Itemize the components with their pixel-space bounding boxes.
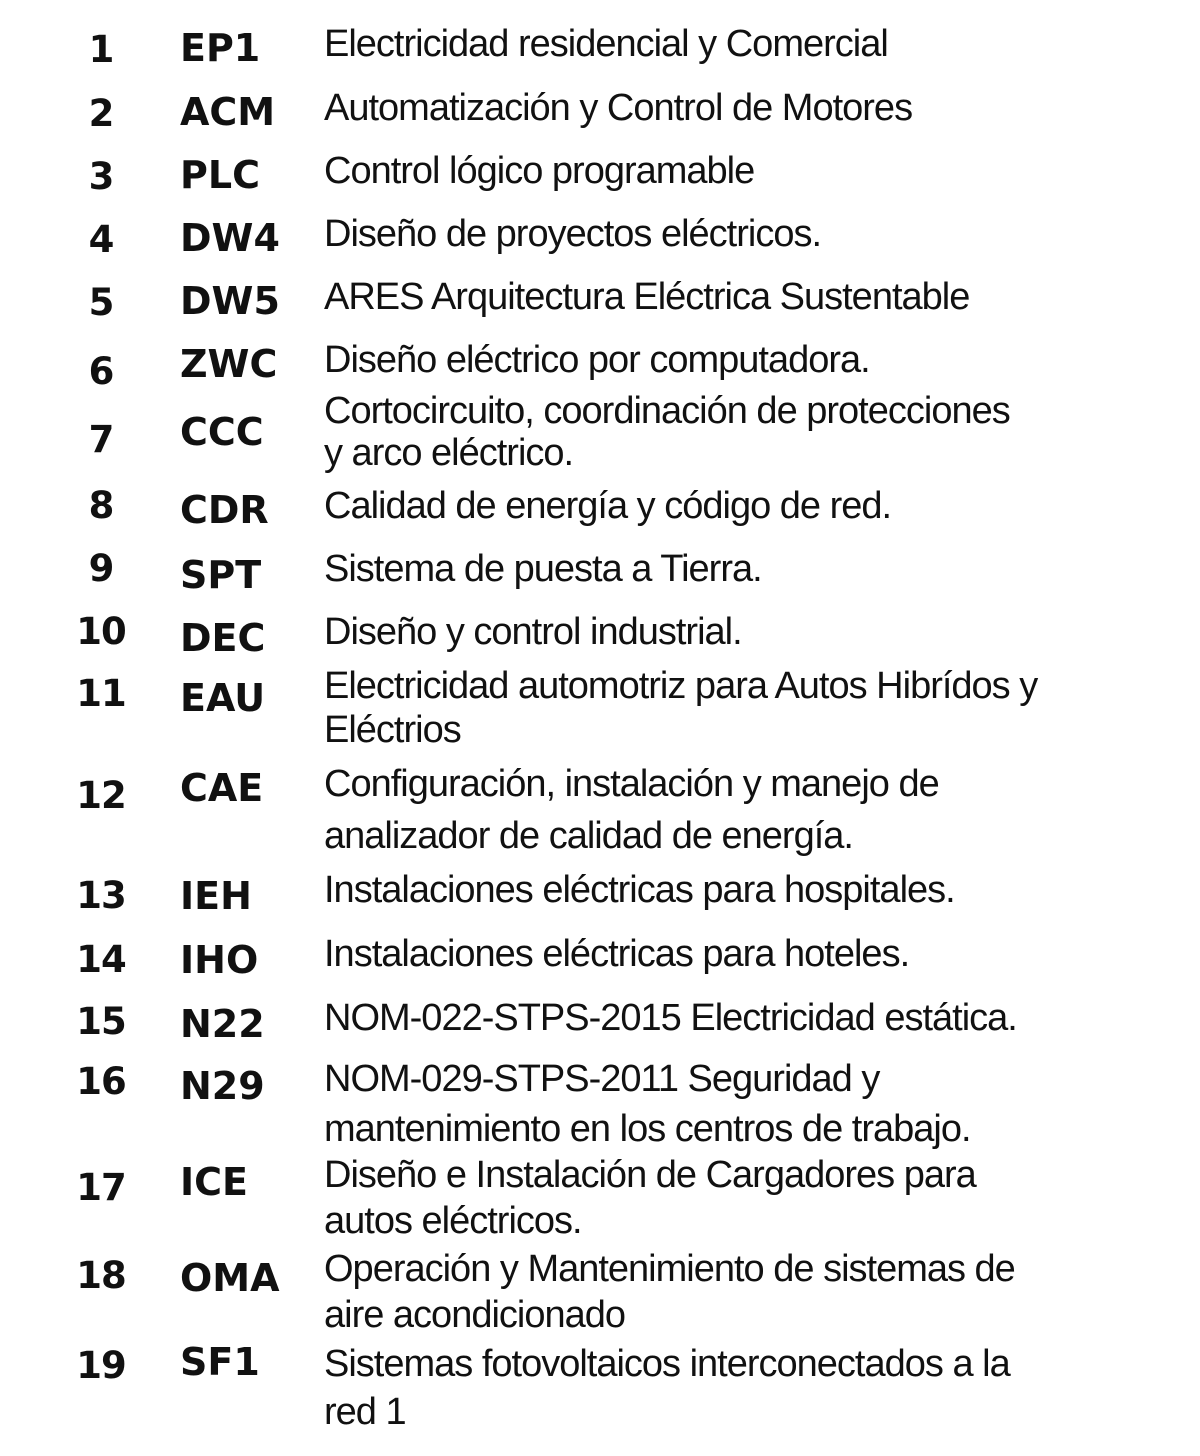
- course-description: [324, 1246, 1144, 1338]
- course-number: 11: [76, 672, 126, 715]
- course-number: 14: [76, 938, 126, 981]
- description-line: aire acondicionado: [324, 1294, 626, 1336]
- course-code: OMA: [180, 1256, 280, 1300]
- description-line: Instalaciones eléctricas para hoteles.: [324, 933, 910, 975]
- course-description: [324, 996, 1144, 1040]
- description-line: Instalaciones eléctricas para hospitales.: [324, 869, 955, 911]
- course-number: 7: [88, 418, 114, 461]
- description-line: Electricidad residencial y Comercial: [324, 23, 888, 65]
- course-code: SPT: [180, 553, 262, 597]
- description-line: Control lógico programable: [324, 150, 755, 192]
- description-line: Operación y Mantenimiento de sistemas de: [324, 1248, 1015, 1290]
- course-description: [324, 390, 1144, 474]
- course-number: 1: [88, 28, 114, 71]
- course-description: [324, 484, 1144, 528]
- course-description: [324, 149, 1144, 193]
- course-description: [324, 275, 1144, 319]
- course-code: IEH: [180, 874, 252, 918]
- course-description: [324, 212, 1144, 256]
- course-number: 9: [88, 547, 114, 590]
- course-code: DW5: [180, 279, 280, 323]
- course-number: 18: [76, 1254, 126, 1297]
- course-number: 13: [76, 874, 126, 917]
- course-code: N29: [180, 1064, 265, 1108]
- course-code: CDR: [180, 488, 269, 532]
- course-description: [324, 610, 1144, 654]
- course-code: PLC: [180, 153, 260, 197]
- description-line: Diseño eléctrico por computadora.: [324, 339, 870, 381]
- description-line: ARES Arquitectura Eléctrica Sustentable: [324, 276, 970, 318]
- course-description: [324, 664, 1144, 752]
- course-number: 6: [88, 350, 114, 393]
- course-code: SF1: [180, 1340, 260, 1384]
- course-description: [324, 868, 1144, 912]
- course-description: [324, 547, 1144, 591]
- description-line: Eléctrios: [324, 709, 461, 751]
- description-line: Sistema de puesta a Tierra.: [324, 548, 762, 590]
- description-line: Electricidad automotriz para Autos Hibrídos y: [324, 665, 1038, 707]
- description-line: Cortocircuito, coordinación de protecciones: [324, 390, 1010, 432]
- course-code: ICE: [180, 1160, 248, 1204]
- course-number: 2: [88, 92, 114, 135]
- course-description: [324, 22, 1144, 66]
- course-number: 15: [76, 1000, 126, 1043]
- description-line: Diseño e Instalación de Cargadores para: [324, 1154, 976, 1196]
- description-line: mantenimiento en los centros de trabajo.: [324, 1108, 971, 1150]
- course-code: DW4: [180, 216, 280, 260]
- course-description: [324, 1054, 1144, 1154]
- description-line: Configuración, instalación y manejo de: [324, 763, 939, 805]
- description-line: Diseño y control industrial.: [324, 611, 742, 653]
- course-number: 16: [76, 1060, 126, 1103]
- course-code: N22: [180, 1002, 265, 1046]
- course-code: ZWC: [180, 342, 278, 386]
- description-line: Diseño de proyectos eléctricos.: [324, 213, 822, 255]
- course-number: 4: [88, 218, 114, 261]
- course-number: 3: [88, 155, 114, 198]
- description-line: autos eléctricos.: [324, 1200, 582, 1242]
- course-number: 5: [88, 281, 114, 324]
- course-code: CAE: [180, 766, 264, 810]
- course-code: EP1: [180, 26, 261, 70]
- description-line: y arco eléctrico.: [324, 432, 574, 474]
- course-description: [324, 338, 1144, 382]
- description-line: NOM-029-STPS-2011 Seguridad y: [324, 1058, 880, 1100]
- course-description: [324, 758, 1144, 862]
- description-line: NOM-022-STPS-2015 Electricidad estática.: [324, 997, 1017, 1039]
- description-line: Automatización y Control de Motores: [324, 87, 913, 129]
- description-line: red 1: [324, 1391, 406, 1433]
- course-number: 17: [76, 1166, 126, 1209]
- course-code: ACM: [180, 90, 276, 134]
- course-code: DEC: [180, 616, 266, 660]
- course-number: 8: [88, 484, 114, 527]
- course-number: 12: [76, 774, 126, 817]
- description-line: Calidad de energía y código de red.: [324, 485, 892, 527]
- course-code: EAU: [180, 676, 266, 720]
- description-line: analizador de calidad de energía.: [324, 815, 853, 857]
- course-code: CCC: [180, 410, 264, 454]
- course-description: [324, 932, 1144, 976]
- course-number: 19: [76, 1344, 126, 1387]
- course-code: IHO: [180, 938, 259, 982]
- course-description: [324, 1152, 1144, 1244]
- course-number: 10: [76, 610, 126, 653]
- description-line: Sistemas fotovoltaicos interconectados a la: [324, 1343, 1010, 1385]
- course-description: [324, 1340, 1144, 1436]
- course-description: [324, 86, 1144, 130]
